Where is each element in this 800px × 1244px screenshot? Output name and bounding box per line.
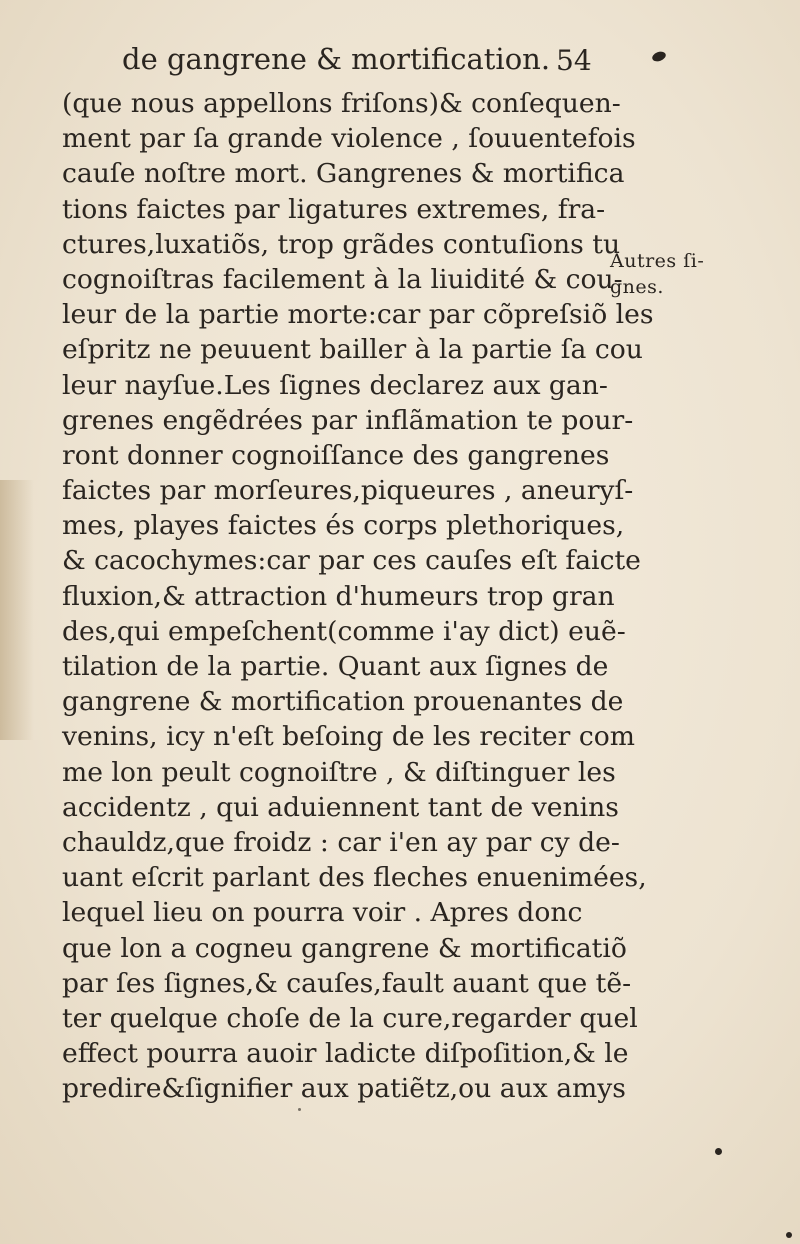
text-line: ctures,luxatiõs, trop grãdes contuſions tu bbox=[62, 228, 621, 260]
text-line: par ſes ſignes,& cauſes,fault auant que tẽ- bbox=[62, 967, 632, 999]
text-line: accidentz , qui aduiennent tant de venins bbox=[62, 791, 619, 823]
page-edge-shadow bbox=[0, 480, 34, 740]
text-line: chauldz,que froidz : car i'en ay par cy de- bbox=[62, 826, 620, 858]
text-line: leur de la partie morte:car par cõpreſsiõ les bbox=[62, 299, 654, 331]
text-line: leur nayſue.Les ſignes declarez aux gan- bbox=[62, 369, 608, 401]
ink-speck bbox=[298, 1108, 301, 1111]
text-line: fluxion,& attraction d'humeurs trop gran bbox=[62, 580, 615, 612]
text-line: grenes engẽdrées par inflãmation te pour- bbox=[62, 404, 634, 436]
text-line: des,qui empeſchent(comme i'ay dict) euẽ- bbox=[62, 615, 626, 647]
text-line: & cacochymes:car par ces cauſes eſt faicte bbox=[62, 545, 641, 577]
page-number: 54 bbox=[556, 44, 592, 77]
text-line: uant eſcrit parlant des fleches enuenimées, bbox=[62, 862, 647, 894]
text-line: tions faictes par ligatures extremes, fra- bbox=[62, 193, 606, 225]
text-line: cauſe noſtre mort. Gangrenes & mortifica bbox=[62, 158, 625, 190]
text-line: cognoiſtras facilement à la liuidité & cou- bbox=[62, 263, 623, 295]
text-line: ront donner cognoiſſance des gangrenes bbox=[62, 439, 610, 471]
text-line: (que nous appellons friſons)& conſequen- bbox=[62, 88, 621, 119]
text-line: ter quelque choſe de la cure,regarder quel bbox=[62, 1002, 638, 1034]
ink-speck bbox=[715, 1148, 722, 1155]
text-line: lequel lieu on pourra voir . Apres donc bbox=[62, 897, 583, 929]
text-line: eſpritz ne peuuent bailler à la partie ſa cou bbox=[62, 334, 643, 366]
ink-blot-ornament bbox=[651, 50, 667, 63]
text-line: effect pourra auoir ladicte diſpoſition,& le bbox=[62, 1038, 629, 1070]
margin-note bbox=[610, 248, 730, 300]
page-header bbox=[0, 42, 800, 82]
text-line: tilation de la partie. Quant aux ſignes de bbox=[62, 651, 609, 682]
margin-note-line: gnes. bbox=[610, 276, 664, 298]
text-line: faictes par morſeures,piqueures , aneuryſ- bbox=[62, 475, 634, 507]
ink-speck bbox=[786, 1232, 792, 1238]
text-line: me lon peult cognoiſtre , & diſtinguer les bbox=[62, 756, 616, 788]
text-line: que lon a cogneu gangrene & mortificatiõ bbox=[62, 932, 627, 964]
text-line: mes, playes faictes és corps plethoriques, bbox=[62, 510, 625, 542]
body-text bbox=[62, 86, 654, 1106]
text-line: ment par ſa grande violence , ſouuentefois bbox=[62, 123, 636, 155]
text-line: predire&ſignifier aux patiẽtz,ou aux amys bbox=[62, 1073, 626, 1105]
margin-note-line: Autres ſi- bbox=[610, 250, 705, 272]
text-line: venins, icy n'eſt beſoing de les reciter com bbox=[62, 721, 635, 753]
running-head: de gangrene & mortification. bbox=[122, 42, 551, 76]
text-line: gangrene & mortification prouenantes de bbox=[62, 686, 624, 718]
